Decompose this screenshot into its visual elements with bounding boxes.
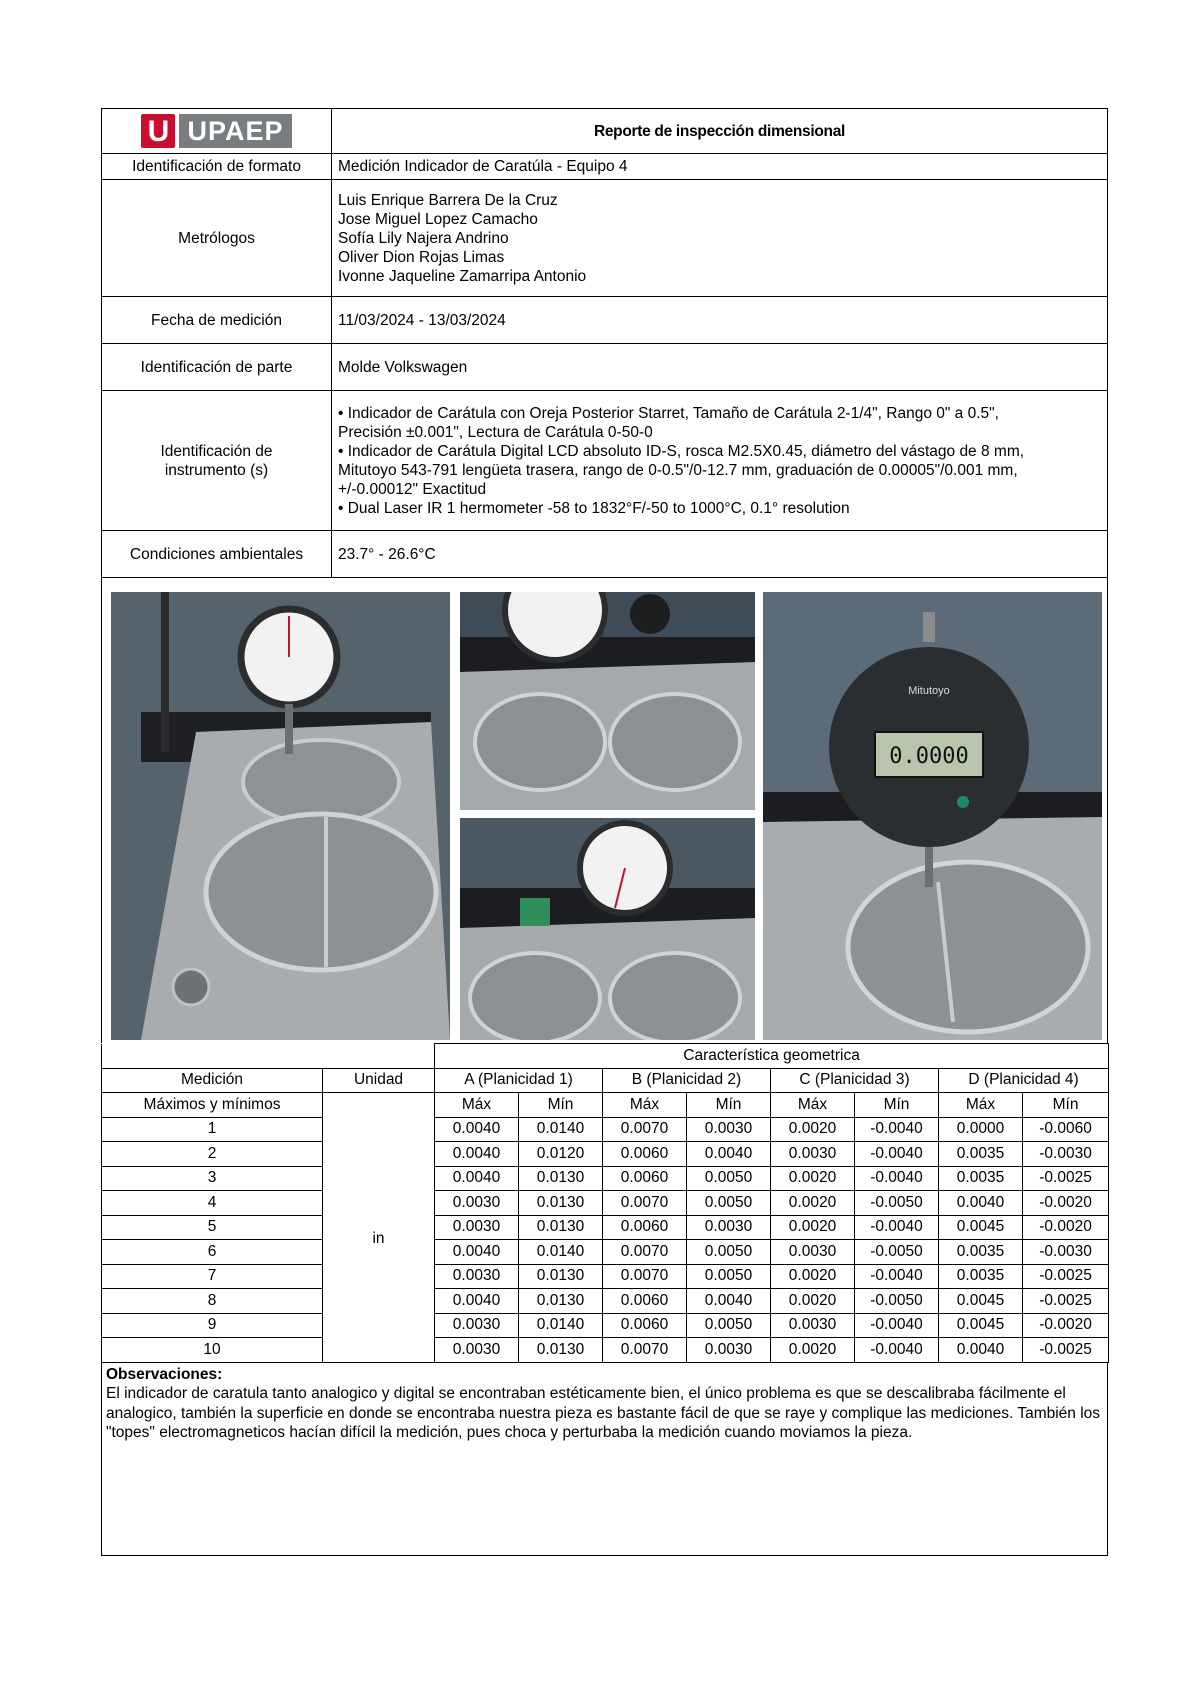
instrumentos-list	[332, 391, 1108, 531]
measurement-value: -0.0025	[1023, 1289, 1109, 1314]
observaciones-title: Observaciones:	[106, 1365, 223, 1383]
measurement-value: 0.0045	[939, 1215, 1023, 1240]
table-row	[102, 1289, 1109, 1314]
instrumento-label-line: Identificación de	[160, 442, 273, 460]
report-title: Reporte de inspección dimensional	[332, 109, 1108, 154]
metrologo-name: Luis Enrique Barrera De la Cruz	[338, 191, 558, 209]
measurement-value: 0.0030	[435, 1215, 519, 1240]
measurement-value: 0.0045	[939, 1313, 1023, 1338]
measurement-value: -0.0040	[855, 1338, 939, 1363]
measurement-value: 0.0030	[687, 1215, 771, 1240]
measurement-value: -0.0050	[855, 1240, 939, 1265]
measurement-value: 0.0130	[519, 1191, 603, 1216]
formato-label: Identificación de formato	[102, 154, 332, 180]
measurement-value: 0.0020	[771, 1215, 855, 1240]
measurement-value: 0.0020	[771, 1264, 855, 1289]
medicion-number: 5	[102, 1215, 323, 1240]
logo-mark-icon: U	[141, 114, 175, 148]
condiciones-value: 23.7° - 26.6°C	[332, 531, 1108, 578]
measurement-value: 0.0030	[435, 1264, 519, 1289]
measurement-value: 0.0070	[603, 1191, 687, 1216]
measurement-value: 0.0140	[519, 1313, 603, 1338]
row-label: Máximos y mínimos	[102, 1093, 323, 1118]
measurement-value: -0.0030	[1023, 1142, 1109, 1167]
max-header: Máx	[771, 1093, 855, 1118]
formato-value: Medición Indicador de Caratúla - Equipo 4	[332, 154, 1108, 180]
measurement-value: -0.0025	[1023, 1338, 1109, 1363]
measurement-value: 0.0130	[519, 1338, 603, 1363]
metrologos-list	[332, 180, 1108, 297]
measurement-value: 0.0035	[939, 1240, 1023, 1265]
instrumento-line: • Indicador de Carátula Digital LCD absoluto ID-S, rosca M2.5X0.45, diámetro del vástago de 8 mm,	[338, 442, 1025, 460]
measurement-value: 0.0070	[603, 1338, 687, 1363]
measurement-value: 0.0030	[435, 1191, 519, 1216]
instrumento-line: • Indicador de Carátula con Oreja Posterior Starret, Tamaño de Carátula 2-1/4", Rango 0" a 0.5",	[338, 404, 999, 422]
measurement-value: -0.0060	[1023, 1117, 1109, 1142]
measurement-value: -0.0030	[1023, 1240, 1109, 1265]
digital-display-readout: 0.0000	[889, 744, 969, 769]
measurement-value: 0.0020	[771, 1338, 855, 1363]
measurements-body	[102, 1117, 1109, 1362]
upaep-logo	[106, 114, 327, 148]
measurement-value: 0.0040	[435, 1117, 519, 1142]
inspection-report-sheet	[101, 108, 1108, 1556]
measurement-value: 0.0040	[687, 1289, 771, 1314]
medicion-number: 8	[102, 1289, 323, 1314]
report-header-table	[101, 108, 1108, 578]
measurement-value: 0.0060	[603, 1166, 687, 1191]
observaciones-text: El indicador de caratula tanto analogico y digital se encontraban estéticamente bien, el único problema es que se descalibraba fácilmente el analogico, también la superficie en donde se encontraba nuestra pieza es bastante fácil de que se raye y complique las mediciones. También los "topes" electromagneticos hacían difícil la medición, pues choca y perturbaba la medición cuando moviamos la pieza.	[106, 1385, 1101, 1441]
measurement-value: 0.0020	[771, 1117, 855, 1142]
medicion-number: 3	[102, 1166, 323, 1191]
measurement-value: 0.0030	[687, 1117, 771, 1142]
measurement-value: -0.0050	[855, 1191, 939, 1216]
feature-c-header: C (Planicidad 3)	[771, 1068, 939, 1093]
table-row	[102, 1142, 1109, 1167]
medicion-number: 9	[102, 1313, 323, 1338]
min-header: Mín	[855, 1093, 939, 1118]
measurement-value: 0.0040	[435, 1166, 519, 1191]
photo-dial-side-view	[460, 818, 755, 1040]
measurement-value: 0.0040	[939, 1191, 1023, 1216]
measurement-value: -0.0025	[1023, 1264, 1109, 1289]
measurement-value: 0.0000	[939, 1117, 1023, 1142]
logo-cell	[102, 109, 332, 154]
measurement-value: 0.0050	[687, 1240, 771, 1265]
measurement-value: 0.0020	[771, 1191, 855, 1216]
measurement-value: -0.0040	[855, 1166, 939, 1191]
measurement-value: 0.0120	[519, 1142, 603, 1167]
measurement-value: 0.0130	[519, 1215, 603, 1240]
measurement-value: -0.0050	[855, 1289, 939, 1314]
measurement-value: -0.0020	[1023, 1191, 1109, 1216]
measurement-value: 0.0030	[771, 1240, 855, 1265]
measurement-value: 0.0035	[939, 1166, 1023, 1191]
measurement-value: -0.0025	[1023, 1166, 1109, 1191]
metrologo-name: Sofía Lily Najera Andrino	[338, 229, 509, 247]
max-header: Máx	[939, 1093, 1023, 1118]
measurement-value: 0.0130	[519, 1289, 603, 1314]
measurement-value: -0.0040	[855, 1313, 939, 1338]
measurement-value: -0.0040	[855, 1142, 939, 1167]
logo-wordmark: UPAEP	[179, 114, 291, 148]
medicion-number: 10	[102, 1338, 323, 1363]
measurement-value: 0.0060	[603, 1313, 687, 1338]
measurement-value: 0.0020	[771, 1166, 855, 1191]
measurements-table	[101, 1043, 1109, 1363]
measurement-value: 0.0030	[435, 1338, 519, 1363]
measurement-value: 0.0040	[435, 1142, 519, 1167]
measurement-value: 0.0140	[519, 1117, 603, 1142]
measurement-value: 0.0030	[771, 1313, 855, 1338]
photo-dial-top-view	[460, 592, 755, 810]
feature-a-header: A (Planicidad 1)	[435, 1068, 603, 1093]
measurement-value: 0.0030	[687, 1338, 771, 1363]
blank-header-cell	[102, 1044, 435, 1069]
measurement-value: -0.0040	[855, 1117, 939, 1142]
group-header: Característica geometrica	[435, 1044, 1109, 1069]
table-row	[102, 1313, 1109, 1338]
photo-digital-indicator	[763, 592, 1102, 1040]
metrologo-name: Oliver Dion Rojas Limas	[338, 248, 505, 266]
metrologo-name: Jose Miguel Lopez Camacho	[338, 210, 538, 228]
measurement-value: 0.0050	[687, 1191, 771, 1216]
gauge-brand-label: Mitutoyo	[908, 685, 950, 697]
measurement-value: 0.0070	[603, 1264, 687, 1289]
medicion-number: 7	[102, 1264, 323, 1289]
measurement-value: 0.0060	[603, 1215, 687, 1240]
measurement-value: 0.0035	[939, 1264, 1023, 1289]
measurement-value: 0.0050	[687, 1166, 771, 1191]
measurement-value: -0.0020	[1023, 1215, 1109, 1240]
photo-analog-indicator	[111, 592, 450, 1040]
measurement-value: 0.0035	[939, 1142, 1023, 1167]
min-header: Mín	[687, 1093, 771, 1118]
measurement-value: 0.0070	[603, 1117, 687, 1142]
medicion-number: 4	[102, 1191, 323, 1216]
feature-b-header: B (Planicidad 2)	[603, 1068, 771, 1093]
measurement-value: 0.0060	[603, 1142, 687, 1167]
parte-value: Molde Volkswagen	[332, 344, 1108, 391]
max-header: Máx	[435, 1093, 519, 1118]
measurement-value: -0.0040	[855, 1215, 939, 1240]
table-row	[102, 1338, 1109, 1363]
instrumento-line: +/-0.00012" Exactitud	[338, 480, 487, 498]
instrumento-line: Precisión ±0.001", Lectura de Carátula 0-50-0	[338, 423, 653, 441]
condiciones-label: Condiciones ambientales	[102, 531, 332, 578]
col-medicion-header: Medición	[102, 1068, 323, 1093]
medicion-number: 6	[102, 1240, 323, 1265]
measurement-value: 0.0050	[687, 1313, 771, 1338]
table-row	[102, 1117, 1109, 1142]
observaciones-section	[101, 1363, 1108, 1556]
medicion-number: 1	[102, 1117, 323, 1142]
measurement-value: 0.0130	[519, 1166, 603, 1191]
medicion-number: 2	[102, 1142, 323, 1167]
measurement-value: 0.0140	[519, 1240, 603, 1265]
metrologo-name: Ivonne Jaqueline Zamarripa Antonio	[338, 267, 587, 285]
table-row	[102, 1215, 1109, 1240]
measurement-value: 0.0030	[435, 1313, 519, 1338]
photos-section	[101, 578, 1108, 1043]
measurement-value: 0.0130	[519, 1264, 603, 1289]
max-header: Máx	[603, 1093, 687, 1118]
measurement-value: 0.0040	[687, 1142, 771, 1167]
measurement-value: 0.0030	[771, 1142, 855, 1167]
fecha-value: 11/03/2024 - 13/03/2024	[332, 297, 1108, 344]
unit-cell: in	[323, 1117, 435, 1362]
col-unidad-header: Unidad	[323, 1068, 435, 1093]
measurement-value: 0.0020	[771, 1289, 855, 1314]
measurement-value: 0.0045	[939, 1289, 1023, 1314]
metrologos-label: Metrólogos	[102, 180, 332, 297]
min-header: Mín	[519, 1093, 603, 1118]
measurement-value: -0.0040	[855, 1264, 939, 1289]
instrumento-label	[102, 391, 332, 531]
measurement-value: 0.0060	[603, 1289, 687, 1314]
parte-label: Identificación de parte	[102, 344, 332, 391]
measurement-value: 0.0040	[435, 1289, 519, 1314]
measurement-value: 0.0040	[435, 1240, 519, 1265]
measurement-value: 0.0070	[603, 1240, 687, 1265]
instrumento-line: • Dual Laser IR 1 hermometer -58 to 1832°F/-50 to 1000°C, 0.1° resolution	[338, 499, 850, 517]
feature-d-header: D (Planicidad 4)	[939, 1068, 1109, 1093]
measurement-value: 0.0040	[939, 1338, 1023, 1363]
table-row	[102, 1240, 1109, 1265]
instrumento-label-line: instrumento (s)	[164, 461, 269, 479]
unidad-blank-cell	[323, 1093, 435, 1118]
measurement-value: -0.0020	[1023, 1313, 1109, 1338]
instrumento-line: Mitutoyo 543-791 lengüeta trasera, rango de 0-0.5"/0-12.7 mm, graduación de 0.00005"/0.001 mm,	[338, 461, 1018, 479]
table-row	[102, 1264, 1109, 1289]
table-row	[102, 1166, 1109, 1191]
fecha-label: Fecha de medición	[102, 297, 332, 344]
table-row	[102, 1191, 1109, 1216]
min-header: Mín	[1023, 1093, 1109, 1118]
measurement-value: 0.0050	[687, 1264, 771, 1289]
